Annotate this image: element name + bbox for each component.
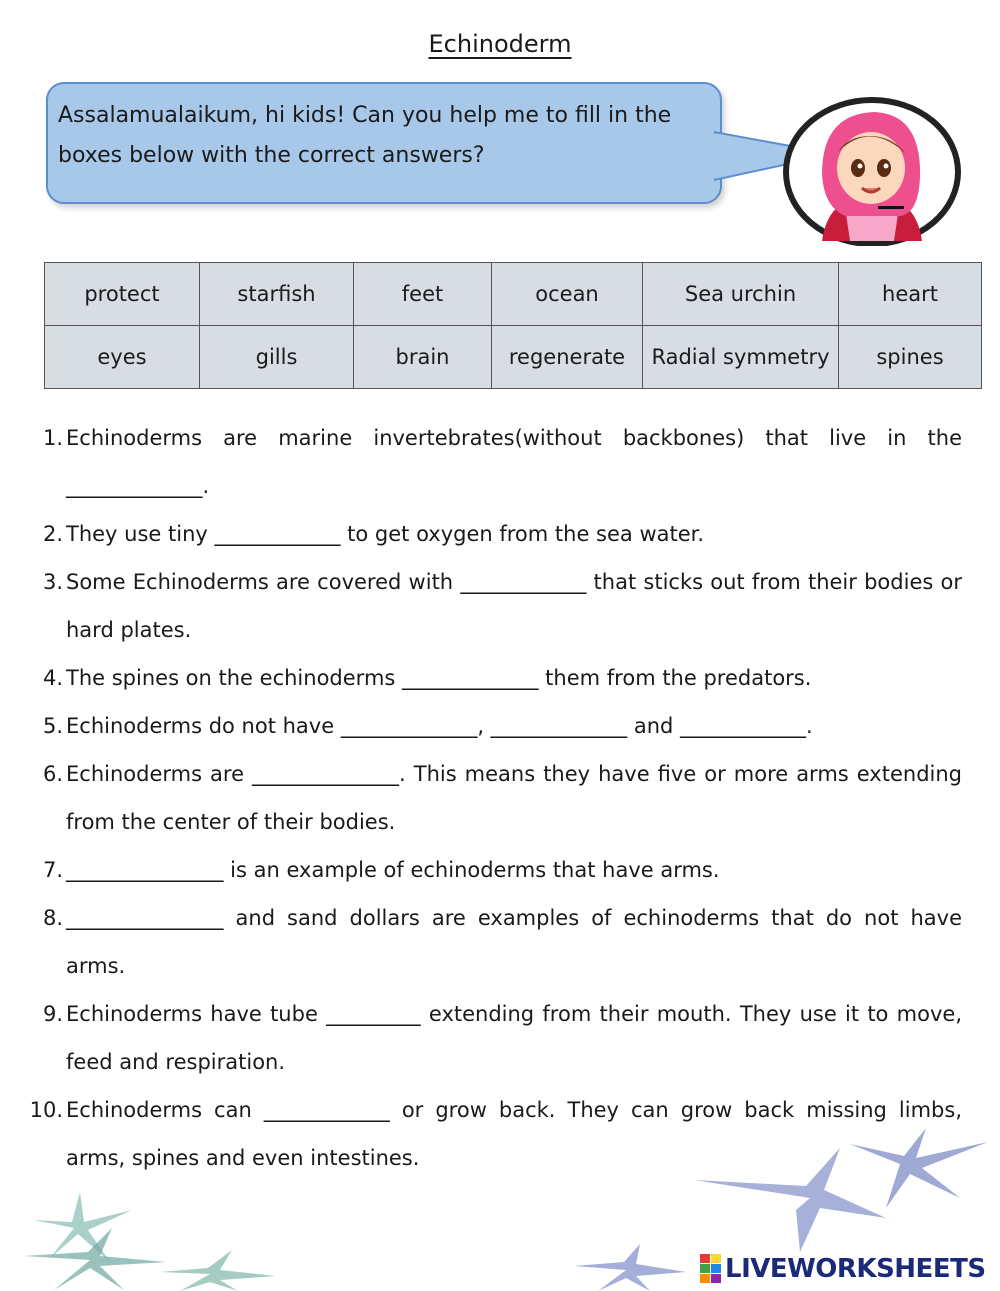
question-number: 4. — [42, 666, 63, 690]
question-text[interactable]: Some Echinoderms are covered with ____________ that sticks out from their bodies or hard plates. — [66, 570, 962, 642]
question-item — [0, 750, 1000, 846]
starfish-icon — [690, 1128, 990, 1253]
word-bank-cell: protect — [45, 263, 200, 326]
question-number: 2. — [42, 522, 63, 546]
word-bank-table — [44, 262, 982, 389]
question-number: 7. — [42, 858, 63, 882]
brand-footer — [700, 1252, 986, 1286]
question-item — [0, 894, 1000, 990]
word-bank-cell: Sea urchin — [643, 263, 839, 326]
starfish-icon — [20, 1226, 170, 1291]
question-text[interactable]: The spines on the echinoderms _____________ them from the predators. — [66, 666, 812, 690]
starfish-icon — [150, 1250, 280, 1291]
question-text[interactable]: Echinoderms are marine invertebrates(without backbones) that live in the _____________. — [66, 426, 962, 498]
question-text[interactable]: They use tiny ____________ to get oxygen from the sea water. — [66, 522, 705, 546]
question-number: 5. — [42, 714, 63, 738]
question-number: 3. — [42, 570, 63, 594]
question-number: 10. — [29, 1098, 63, 1122]
question-number: 6. — [42, 762, 63, 786]
question-item — [0, 702, 1000, 750]
word-bank-cell: heart — [839, 263, 982, 326]
question-item — [0, 414, 1000, 510]
question-text[interactable]: Echinoderms have tube _________ extending from their mouth. They use it to move, feed and respiration. — [66, 1002, 962, 1074]
question-item — [0, 654, 1000, 702]
word-bank-cell: Radial symmetry — [643, 326, 839, 389]
question-item — [0, 510, 1000, 558]
word-bank-row — [45, 326, 982, 389]
word-bank-cell: starfish — [200, 263, 354, 326]
word-bank-cell: brain — [354, 326, 492, 389]
question-item — [0, 990, 1000, 1086]
girl-avatar-icon — [782, 96, 962, 246]
question-text[interactable]: Echinoderms can ____________ or grow back. They can grow back missing limbs, arms, spines and even intestines. — [66, 1098, 962, 1170]
word-bank-cell: eyes — [45, 326, 200, 389]
question-number: 9. — [42, 1002, 63, 1026]
question-text[interactable]: _______________ is an example of echinoderms that have arms. — [66, 858, 720, 882]
word-bank-cell: feet — [354, 263, 492, 326]
brand-name: LIVEWORKSHEETS — [725, 1254, 986, 1284]
question-item — [0, 558, 1000, 654]
question-number: 8. — [42, 906, 63, 930]
word-bank-row — [45, 263, 982, 326]
page-title: Echinoderm — [428, 30, 572, 58]
word-bank-cell: spines — [839, 326, 982, 389]
starfish-icon — [570, 1244, 690, 1291]
word-bank-cell: gills — [200, 326, 354, 389]
question-text[interactable]: Echinoderms do not have _____________, _____________ and ____________. — [66, 714, 813, 738]
question-number: 1. — [42, 426, 63, 450]
question-text[interactable]: Echinoderms are ______________. This means they have five or more arms extending from the center of their bodies. — [66, 762, 962, 834]
word-bank-cell: ocean — [492, 263, 643, 326]
question-item — [0, 846, 1000, 894]
question-text[interactable]: _______________ and sand dollars are examples of echinoderms that do not have arms. — [66, 906, 962, 978]
question-list — [0, 414, 1000, 1182]
liveworksheets-logo-icon — [700, 1254, 722, 1284]
word-bank-cell: regenerate — [492, 326, 643, 389]
speech-text: Assalamualaikum, hi kids! Can you help me to fill in the boxes below with the correct answers? — [58, 103, 672, 168]
